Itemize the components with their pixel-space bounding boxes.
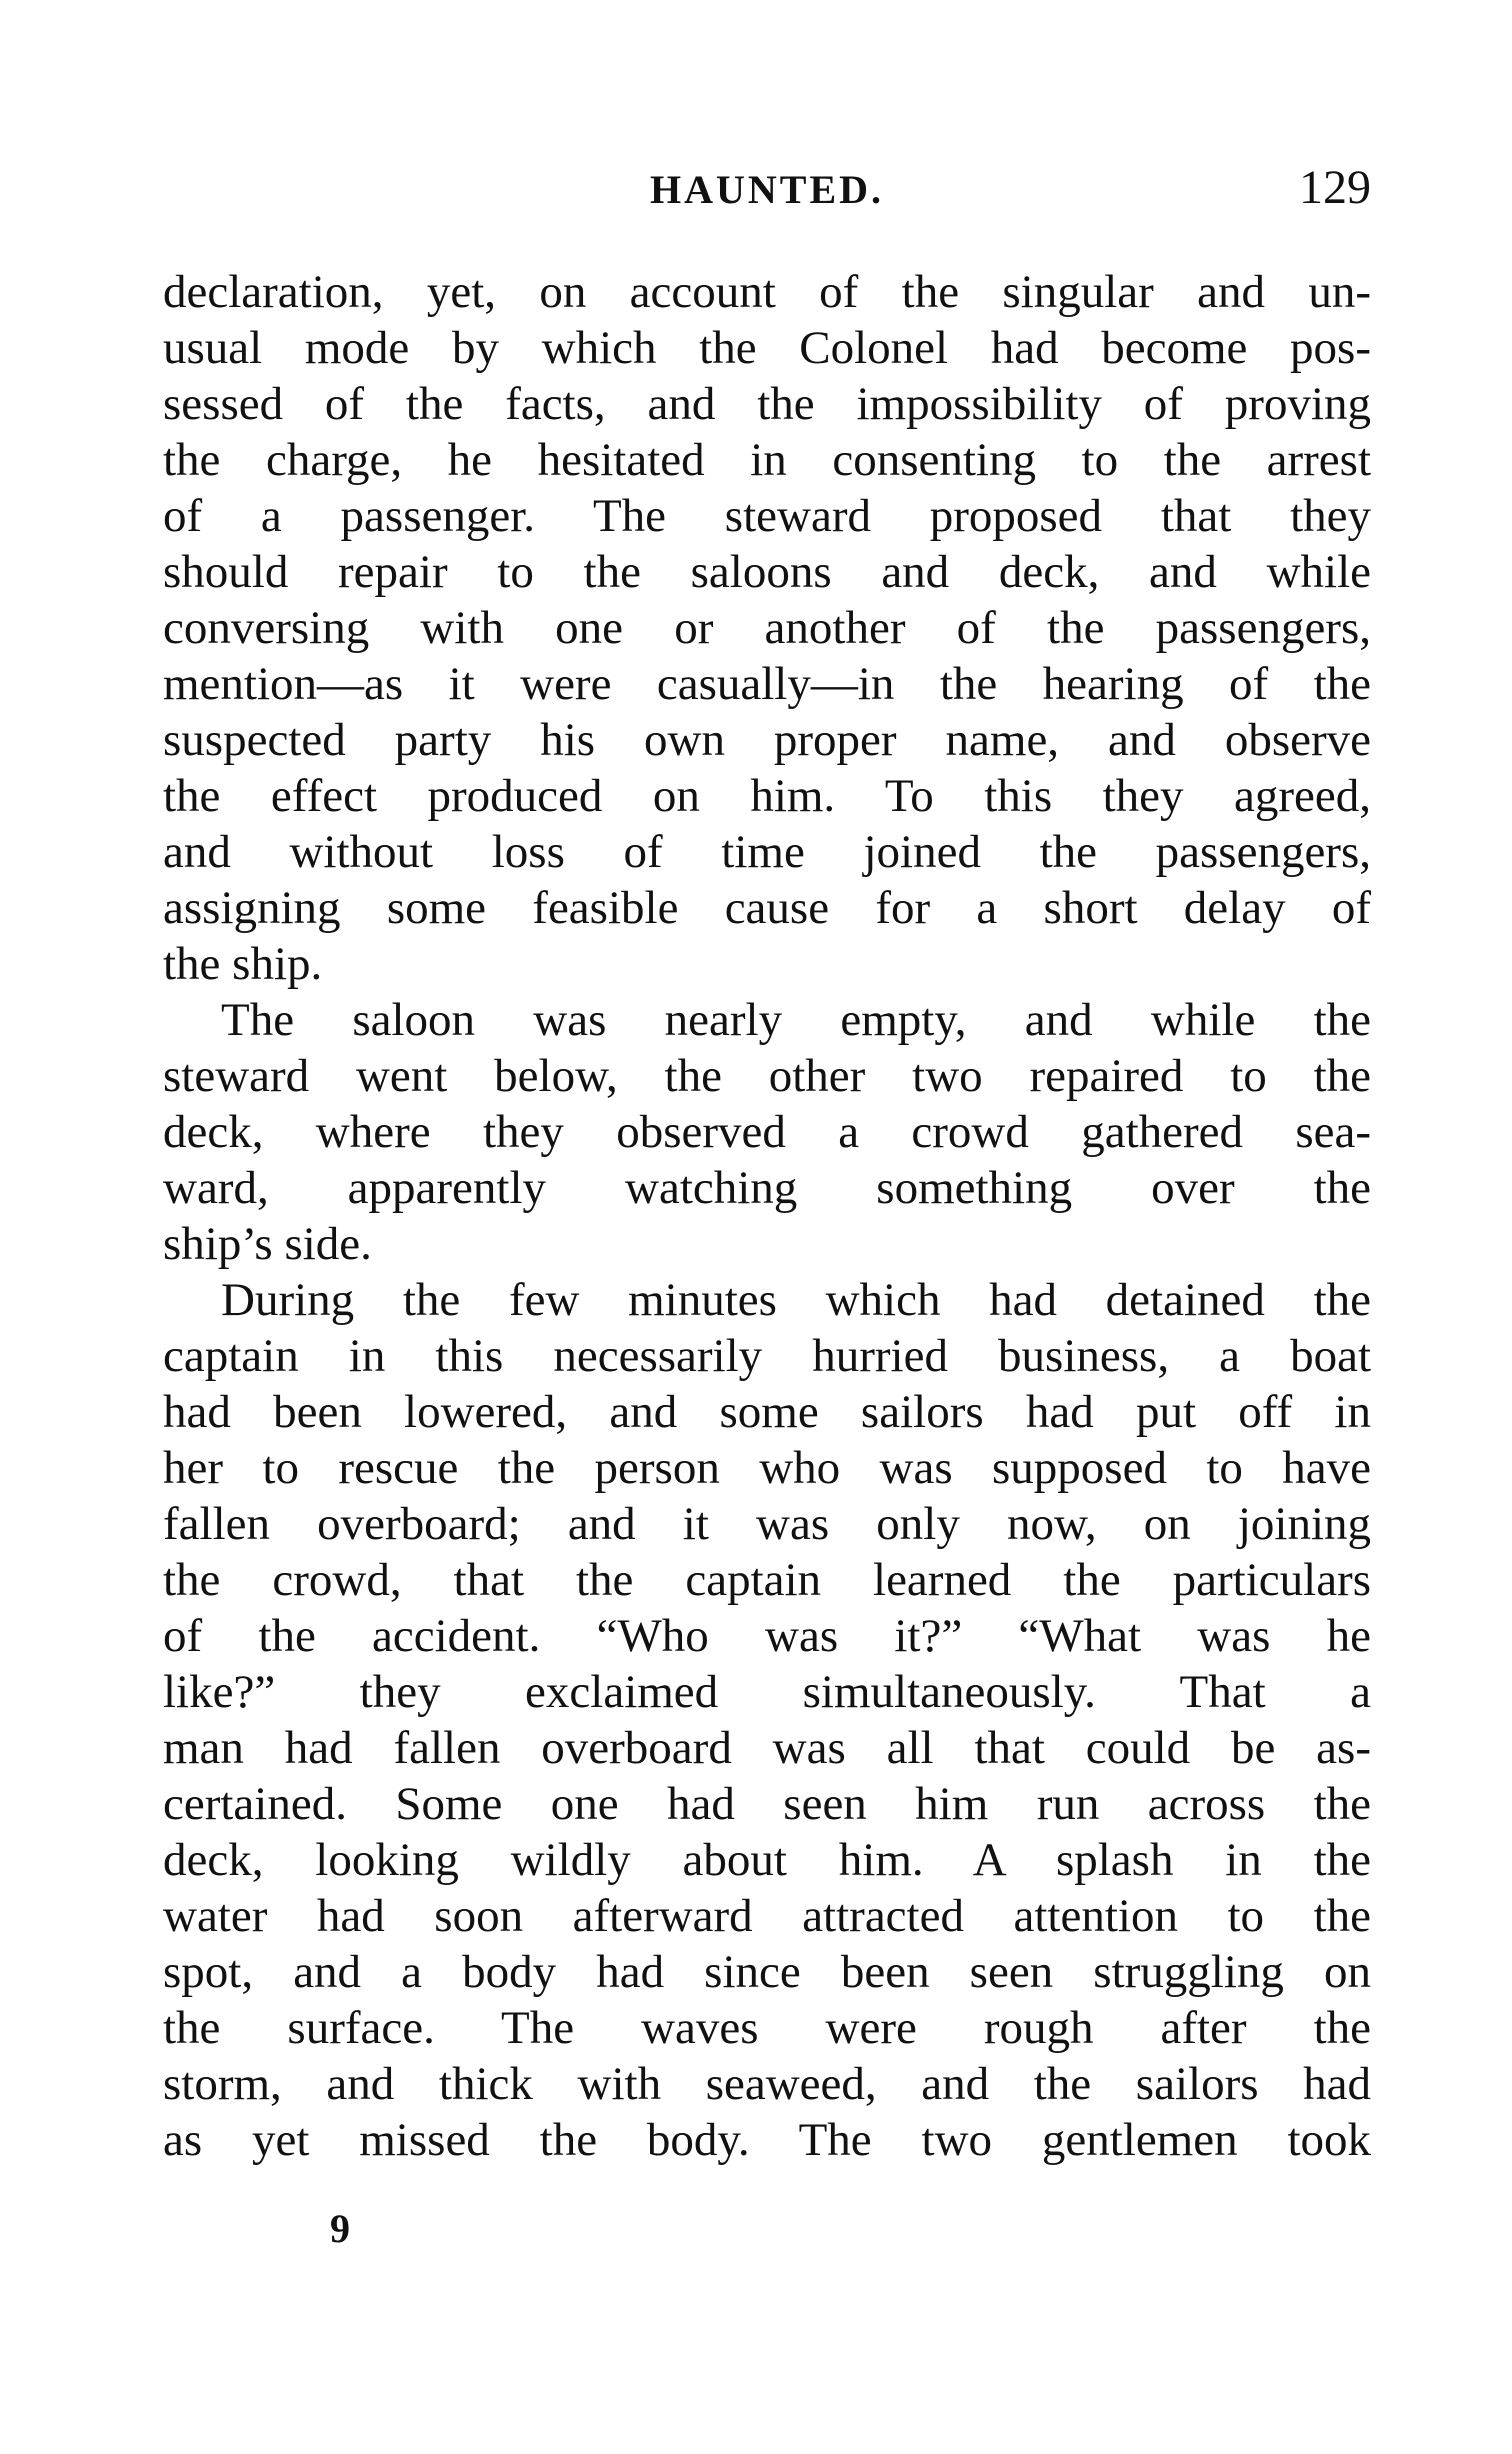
text-line: storm, and thick with seaweed, and the sailors had — [163, 2058, 1371, 2110]
text-line: like?” they exclaimed simultaneously. That a — [163, 1666, 1371, 1718]
text-line: fallen overboard; and it was only now, on joining — [163, 1498, 1371, 1550]
body-text — [163, 264, 1371, 2168]
text-line: the effect produced on him. To this they agreed, — [163, 770, 1371, 822]
text-line: the ship. — [163, 938, 323, 990]
text-line: deck, looking wildly about him. A splash in the — [163, 1834, 1371, 1886]
text-line: and without loss of time joined the passengers, — [163, 826, 1371, 878]
text-line: man had fallen overboard was all that could be as- — [163, 1722, 1371, 1774]
text-line: conversing with one or another of the passengers, — [163, 602, 1371, 654]
text-line: of the accident. “Who was it?” “What was he — [163, 1610, 1371, 1662]
running-title: HAUNTED. — [649, 167, 885, 212]
text-line: spot, and a body had since been seen struggling on — [163, 1946, 1371, 1998]
text-line: steward went below, the other two repaired to the — [163, 1050, 1371, 1102]
text-line: usual mode by which the Colonel had become pos- — [163, 322, 1371, 374]
text-line: had been lowered, and some sailors had put off in — [163, 1386, 1371, 1438]
text-line: mention—as it were casually—in the hearing of the — [163, 658, 1371, 710]
text-line: the charge, he hesitated in consenting to the arrest — [163, 434, 1371, 486]
text-line: her to rescue the person who was supposed to have — [163, 1442, 1371, 1494]
text-line: as yet missed the body. The two gentlemen took — [163, 2114, 1371, 2166]
text-line: The saloon was nearly empty, and while the — [221, 994, 1371, 1046]
text-line: deck, where they observed a crowd gathered sea- — [163, 1106, 1371, 1158]
text-line: assigning some feasible cause for a short delay of — [163, 882, 1371, 934]
page-number: 129 — [1299, 161, 1371, 214]
text-line: suspected party his own proper name, and observe — [163, 714, 1371, 766]
text-line: certained. Some one had seen him run across the — [163, 1778, 1371, 1830]
running-head — [163, 160, 1371, 220]
signature-mark: 9 — [330, 2206, 350, 2251]
text-line: the crowd, that the captain learned the particulars — [163, 1554, 1371, 1606]
text-line: ship’s side. — [163, 1218, 372, 1270]
text-line: water had soon afterward attracted attention to the — [163, 1890, 1371, 1942]
text-line: the surface. The waves were rough after the — [163, 2002, 1371, 2054]
text-line: During the few minutes which had detained the — [221, 1274, 1371, 1326]
text-line: should repair to the saloons and deck, and while — [163, 546, 1371, 598]
text-line: ward, apparently watching something over the — [163, 1162, 1371, 1214]
text-line: captain in this necessarily hurried business, a boat — [163, 1330, 1371, 1382]
text-line: sessed of the facts, and the impossibility of proving — [163, 378, 1371, 430]
text-line: declaration, yet, on account of the singular and un- — [163, 266, 1371, 318]
text-line: of a passenger. The steward proposed that they — [163, 490, 1371, 542]
